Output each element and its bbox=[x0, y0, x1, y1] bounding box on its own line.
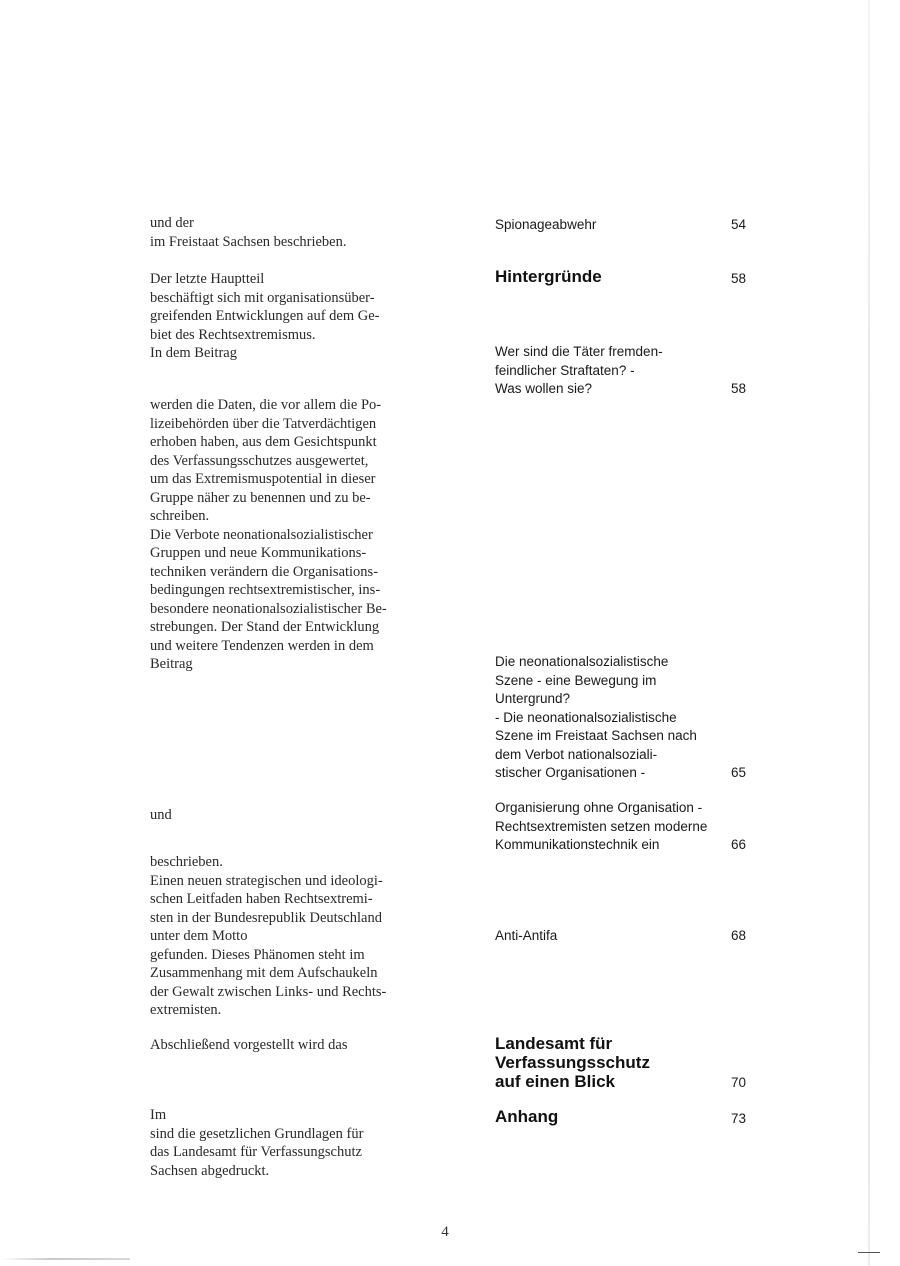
toc-entry-title bbox=[495, 343, 663, 399]
text-line: techniken verändern die Organisations- bbox=[150, 563, 379, 580]
text-line: und der bbox=[150, 215, 194, 231]
text-line: Organisierung ohne Organisation - bbox=[495, 800, 703, 815]
text-line: des Verfassungsschutzes ausgewertet, bbox=[150, 452, 369, 469]
toc-section-title: Anhang bbox=[495, 1107, 559, 1126]
intro-paragraph-6: Abschließend vorgestellt wird das bbox=[150, 1037, 348, 1053]
text-line: feindlicher Straftaten? - bbox=[495, 362, 635, 378]
text-line: erhoben haben, aus dem Gesichtspunkt bbox=[150, 434, 377, 450]
text-line: Was wollen sie? bbox=[495, 381, 593, 396]
text-line: strebungen. Der Stand der Entwicklung bbox=[150, 619, 380, 635]
scan-edge-shadow bbox=[868, 0, 870, 1266]
text-line: Kommunikationstechnik ein bbox=[495, 837, 660, 852]
text-line: Die neonationalsozialistische bbox=[495, 654, 669, 669]
text-line: biet des Rechtsextremismus. bbox=[150, 326, 316, 343]
text-line: Zusammenhang mit dem Aufschaukeln bbox=[150, 965, 378, 981]
text-line: Szene - eine Bewegung im bbox=[495, 672, 657, 688]
toc-entry-title bbox=[495, 653, 697, 783]
text-line: Beitrag bbox=[150, 656, 193, 672]
intro-paragraph-2 bbox=[150, 270, 430, 363]
text-line: Die Verbote neonationalsozialistischer bbox=[150, 526, 373, 543]
text-line: dem Verbot nationalsoziali- bbox=[495, 746, 658, 762]
text-line: stischer Organisationen - bbox=[495, 765, 646, 780]
toc-section-title bbox=[495, 1034, 650, 1091]
toc-page-number: 68 bbox=[730, 928, 746, 943]
text-line: bedingungen rechtsextremistischer, ins- bbox=[150, 582, 381, 598]
text-line: lizeibehörden über die Tatverdächtigen bbox=[150, 415, 377, 432]
intro-paragraph-3 bbox=[150, 396, 430, 674]
text-line: Sachsen abgedruckt. bbox=[150, 1162, 270, 1179]
text-line: Im bbox=[150, 1107, 167, 1123]
text-line: Verfassungsschutz bbox=[495, 1053, 650, 1072]
toc-entry-title: Spionageabwehr bbox=[495, 217, 597, 232]
intro-paragraph-7 bbox=[150, 1106, 430, 1180]
text-line: werden die Daten, die vor allem die Po- bbox=[150, 397, 382, 413]
text-line: Untergrund? bbox=[495, 691, 571, 706]
text-line: im Freistaat Sachsen beschrieben. bbox=[150, 233, 347, 250]
text-line: Der letzte Hauptteil bbox=[150, 271, 265, 287]
toc-page-number: 70 bbox=[730, 1075, 746, 1090]
text-line: Landesamt für bbox=[495, 1034, 613, 1053]
toc-page-number: 58 bbox=[730, 271, 746, 286]
intro-paragraph-5 bbox=[150, 853, 430, 1020]
text-line: unter dem Motto bbox=[150, 928, 248, 944]
scan-corner-mark bbox=[858, 1252, 880, 1253]
text-line: der Gewalt zwischen Links- und Rechts- bbox=[150, 983, 387, 1000]
toc-entry-title: Anti-Antifa bbox=[495, 928, 558, 943]
page-number: 4 bbox=[441, 1224, 449, 1240]
text-line: sind die gesetzlichen Grundlagen für bbox=[150, 1125, 364, 1142]
text-line: auf einen Blick bbox=[495, 1072, 615, 1091]
text-line: schreiben. bbox=[150, 508, 210, 524]
text-line: Rechtsextremisten setzen moderne bbox=[495, 818, 708, 834]
text-line: greifenden Entwicklungen auf dem Ge- bbox=[150, 308, 380, 324]
toc-page-number: 66 bbox=[730, 837, 746, 852]
scan-edge-shadow bbox=[0, 1258, 130, 1260]
toc-page-number: 58 bbox=[730, 381, 746, 396]
text-line: - Die neonationalsozialistische bbox=[495, 709, 677, 725]
intro-paragraph-1 bbox=[150, 214, 430, 251]
toc-entry-title bbox=[495, 799, 707, 855]
text-line: besondere neonationalsozialistischer Be- bbox=[150, 600, 387, 617]
text-line: In dem Beitrag bbox=[150, 345, 237, 361]
text-line: Szene im Freistaat Sachsen nach bbox=[495, 728, 697, 743]
text-line: Einen neuen strategischen und ideologi- bbox=[150, 872, 383, 889]
text-line: schen Leitfaden haben Rechtsextremi- bbox=[150, 891, 373, 907]
toc-page-number: 54 bbox=[730, 217, 746, 232]
text-line: sten in der Bundesrepublik Deutschland bbox=[150, 909, 382, 926]
toc-page-number: 73 bbox=[730, 1111, 746, 1126]
intro-paragraph-4: und bbox=[150, 807, 172, 823]
text-line: Gruppe näher zu benennen und zu be- bbox=[150, 489, 371, 506]
text-line: extremisten. bbox=[150, 1002, 222, 1018]
text-line: Wer sind die Täter fremden- bbox=[495, 344, 663, 359]
text-line: Gruppen und neue Kommunikations- bbox=[150, 545, 367, 561]
toc-section-title: Hintergründe bbox=[495, 267, 602, 286]
toc-page-number: 65 bbox=[730, 765, 746, 780]
text-line: gefunden. Dieses Phänomen steht im bbox=[150, 946, 365, 963]
text-line: das Landesamt für Verfassungschutz bbox=[150, 1144, 362, 1160]
text-line: um das Extremismuspotential in dieser bbox=[150, 471, 376, 487]
text-line: und weitere Tendenzen werden in dem bbox=[150, 637, 374, 654]
text-line: beschrieben. bbox=[150, 854, 223, 870]
text-line: beschäftigt sich mit organisationsüber- bbox=[150, 289, 375, 306]
